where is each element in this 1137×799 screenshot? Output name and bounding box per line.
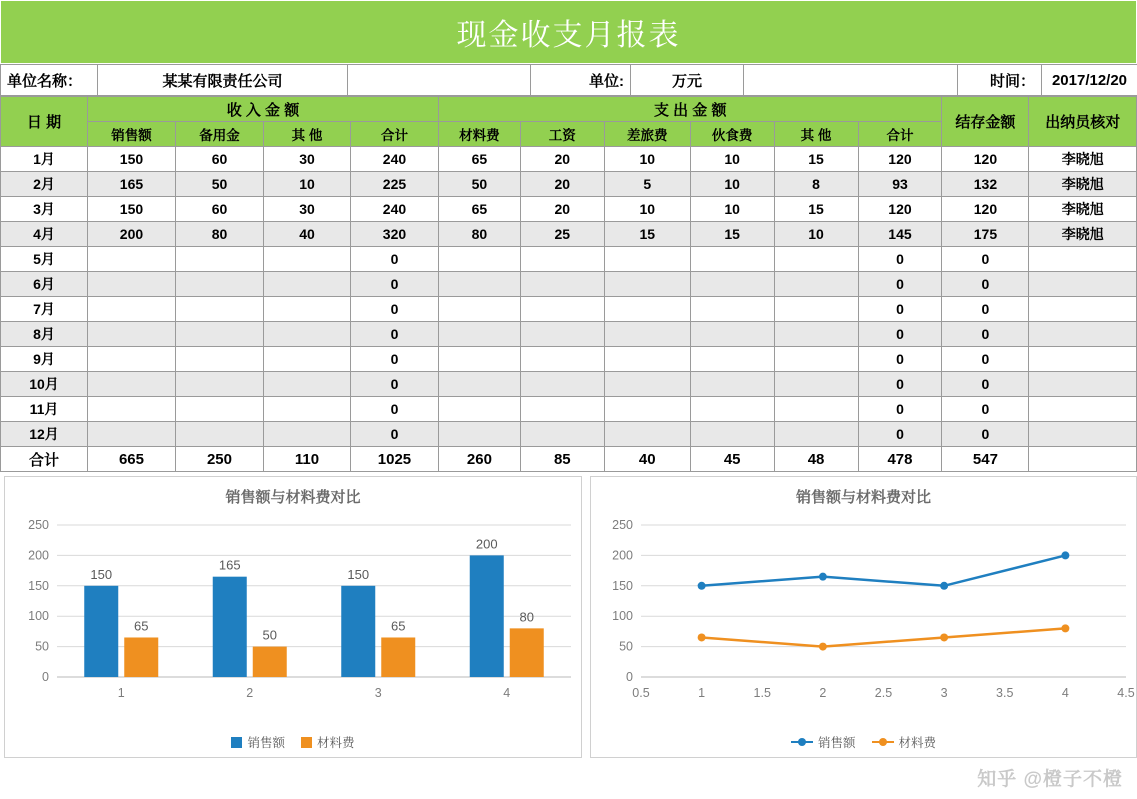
cell-out_total[interactable]: 0 (858, 347, 942, 372)
cell-reserve[interactable] (175, 372, 263, 397)
cell-other_in[interactable] (263, 347, 350, 372)
cell-sales[interactable] (87, 297, 175, 322)
cell-other_in[interactable]: 40 (263, 222, 350, 247)
cell-auditor[interactable] (1029, 247, 1137, 272)
cell-meal[interactable] (690, 397, 774, 422)
cell-material[interactable]: 80 (438, 222, 520, 247)
table-row (1, 297, 1137, 322)
cell-travel[interactable] (604, 322, 690, 347)
date-value[interactable]: 2017/12/20 (1042, 65, 1137, 96)
bar-chart-title: 销售额与材料费对比 (225, 489, 361, 506)
cell-auditor[interactable] (1029, 372, 1137, 397)
header-expense-meal: 伙食费 (690, 122, 774, 147)
total-cell-salary[interactable]: 85 (520, 447, 604, 472)
cell-salary[interactable] (520, 347, 604, 372)
total-cell-material[interactable]: 260 (438, 447, 520, 472)
line-chart-svg (591, 507, 1136, 722)
cell-month[interactable]: 1月 (1, 147, 88, 172)
cell-material[interactable] (438, 397, 520, 422)
cell-other_in[interactable]: 10 (263, 172, 350, 197)
svg-text:50: 50 (262, 627, 277, 643)
svg-text:100: 100 (612, 609, 633, 624)
cell-meal[interactable] (690, 322, 774, 347)
cell-balance[interactable]: 0 (942, 322, 1029, 347)
cell-other_out[interactable] (774, 347, 858, 372)
cell-sales[interactable] (87, 322, 175, 347)
svg-text:150: 150 (28, 578, 49, 593)
total-cell-auditor[interactable] (1029, 447, 1137, 472)
cell-material[interactable] (438, 272, 520, 297)
cell-other_out[interactable] (774, 422, 858, 447)
cell-month[interactable]: 6月 (1, 272, 88, 297)
unit-label: 单位: (531, 65, 631, 96)
cell-out_total[interactable]: 145 (858, 222, 942, 247)
svg-text:50: 50 (35, 639, 49, 654)
svg-text:150: 150 (90, 566, 113, 582)
cell-salary[interactable] (520, 322, 604, 347)
line-chart-title: 销售额与材料费对比 (795, 489, 931, 506)
cell-in_total[interactable]: 320 (350, 222, 438, 247)
svg-text:80: 80 (519, 609, 534, 625)
cell-month[interactable]: 5月 (1, 247, 88, 272)
cell-reserve[interactable]: 60 (175, 147, 263, 172)
svg-text:200: 200 (475, 536, 498, 552)
cell-out_total[interactable]: 120 (858, 197, 942, 222)
cell-reserve[interactable]: 80 (175, 222, 263, 247)
cell-other_out[interactable]: 8 (774, 172, 858, 197)
legend-item-sales-line (791, 733, 856, 751)
svg-text:250: 250 (28, 518, 49, 532)
svg-text:1: 1 (698, 686, 706, 700)
bar-chart-svg (5, 507, 581, 722)
cell-other_out[interactable] (774, 397, 858, 422)
cell-month[interactable]: 3月 (1, 197, 88, 222)
header-date: 日 期 (1, 97, 88, 147)
cell-sales[interactable]: 165 (87, 172, 175, 197)
svg-text:0: 0 (42, 670, 49, 684)
cell-auditor[interactable] (1029, 347, 1137, 372)
cell-in_total[interactable]: 240 (350, 197, 438, 222)
header-expense-salary: 工资 (520, 122, 604, 147)
header-expense-other: 其 他 (774, 122, 858, 147)
cell-out_total[interactable]: 120 (858, 147, 942, 172)
table-row (1, 422, 1137, 447)
svg-text:2: 2 (246, 686, 254, 700)
cell-balance[interactable]: 132 (942, 172, 1029, 197)
cell-other_out[interactable] (774, 372, 858, 397)
total-cell-reserve[interactable]: 250 (175, 447, 263, 472)
cell-in_total[interactable]: 0 (350, 422, 438, 447)
header-income-total: 合计 (350, 122, 438, 147)
cell-sales[interactable] (87, 347, 175, 372)
cell-meal[interactable] (690, 372, 774, 397)
cell-salary[interactable] (520, 297, 604, 322)
header-income-sales: 销售额 (87, 122, 175, 147)
cell-month[interactable]: 2月 (1, 172, 88, 197)
cell-reserve[interactable] (175, 422, 263, 447)
cell-sales[interactable] (87, 372, 175, 397)
cell-month[interactable]: 9月 (1, 347, 88, 372)
cell-in_total[interactable]: 0 (350, 397, 438, 422)
cell-out_total[interactable]: 93 (858, 172, 942, 197)
cell-salary[interactable]: 20 (520, 172, 604, 197)
cell-in_total[interactable]: 240 (350, 147, 438, 172)
cell-meal[interactable] (690, 247, 774, 272)
svg-text:250: 250 (612, 518, 633, 532)
total-cell-other_in[interactable]: 110 (263, 447, 350, 472)
cell-month[interactable]: 11月 (1, 397, 88, 422)
cell-auditor[interactable] (1029, 272, 1137, 297)
cell-auditor[interactable]: 李晓旭 (1029, 197, 1137, 222)
svg-text:3: 3 (940, 686, 948, 700)
table-row (1, 397, 1137, 422)
cell-reserve[interactable]: 50 (175, 172, 263, 197)
cell-balance[interactable]: 0 (942, 272, 1029, 297)
cell-travel[interactable]: 10 (604, 147, 690, 172)
legend-swatch-sales (231, 737, 242, 748)
cell-travel[interactable] (604, 397, 690, 422)
cell-travel[interactable]: 10 (604, 197, 690, 222)
line-chart-legend (591, 733, 1136, 751)
cell-travel[interactable] (604, 297, 690, 322)
cell-balance[interactable]: 120 (942, 197, 1029, 222)
cell-reserve[interactable] (175, 297, 263, 322)
cell-salary[interactable]: 20 (520, 147, 604, 172)
cell-reserve[interactable] (175, 322, 263, 347)
cell-balance[interactable]: 0 (942, 397, 1029, 422)
cell-balance[interactable]: 0 (942, 297, 1029, 322)
cell-month[interactable]: 8月 (1, 322, 88, 347)
legend-label-sales-line: 销售额 (817, 736, 856, 750)
cell-travel[interactable] (604, 422, 690, 447)
cell-reserve[interactable]: 60 (175, 197, 263, 222)
svg-text:65: 65 (391, 618, 406, 634)
svg-text:100: 100 (28, 609, 49, 624)
cell-in_total[interactable]: 0 (350, 372, 438, 397)
cell-auditor[interactable] (1029, 297, 1137, 322)
cell-meal[interactable]: 15 (690, 222, 774, 247)
svg-text:4.5: 4.5 (1117, 686, 1135, 700)
total-cell-balance[interactable]: 547 (942, 447, 1029, 472)
total-cell-travel[interactable]: 40 (604, 447, 690, 472)
svg-text:3: 3 (374, 686, 382, 700)
cell-in_total[interactable]: 225 (350, 172, 438, 197)
cell-other_in[interactable] (263, 247, 350, 272)
cell-meal[interactable] (690, 297, 774, 322)
table-header-group-row (1, 97, 1137, 122)
table-row (1, 372, 1137, 397)
svg-text:2.5: 2.5 (874, 686, 893, 700)
total-cell-in_total[interactable]: 1025 (350, 447, 438, 472)
cell-sales[interactable] (87, 247, 175, 272)
cell-other_in[interactable] (263, 397, 350, 422)
bar-chart-canvas (5, 507, 581, 727)
header-income-group: 收 入 金 额 (87, 97, 438, 122)
svg-text:150: 150 (612, 578, 633, 593)
cell-travel[interactable] (604, 272, 690, 297)
cell-reserve[interactable] (175, 247, 263, 272)
cell-other_in[interactable] (263, 372, 350, 397)
legend-swatch-sales-line (791, 741, 813, 743)
cell-other_out[interactable] (774, 297, 858, 322)
cell-balance[interactable]: 0 (942, 422, 1029, 447)
table-body (1, 147, 1137, 472)
cell-month[interactable]: 4月 (1, 222, 88, 247)
cell-material[interactable] (438, 247, 520, 272)
cell-material[interactable] (438, 322, 520, 347)
cell-travel[interactable] (604, 347, 690, 372)
cell-meal[interactable]: 10 (690, 197, 774, 222)
info-blank-1 (348, 65, 531, 96)
cell-balance[interactable]: 0 (942, 372, 1029, 397)
cell-auditor[interactable]: 李晓旭 (1029, 222, 1137, 247)
cell-month[interactable]: 10月 (1, 372, 88, 397)
svg-text:4: 4 (1061, 686, 1069, 700)
svg-text:4: 4 (503, 686, 511, 700)
total-cell-out_total[interactable]: 478 (858, 447, 942, 472)
cell-material[interactable] (438, 372, 520, 397)
report-title-bar (0, 0, 1137, 64)
header-expense-material: 材料费 (438, 122, 520, 147)
line-chart-canvas (591, 507, 1136, 727)
legend-swatch-material-line (872, 741, 894, 743)
cell-meal[interactable] (690, 347, 774, 372)
cell-material[interactable]: 65 (438, 197, 520, 222)
cell-sales[interactable]: 200 (87, 222, 175, 247)
cell-reserve[interactable] (175, 347, 263, 372)
legend-item-sales (231, 733, 285, 751)
cell-travel[interactable] (604, 247, 690, 272)
header-expense-group: 支 出 金 额 (438, 97, 941, 122)
cell-out_total[interactable]: 0 (858, 397, 942, 422)
bar-chart-legend (5, 733, 581, 751)
table-total-row (1, 447, 1137, 472)
bar-chart-panel[interactable] (4, 476, 582, 758)
info-row-table (0, 64, 1137, 96)
header-income-other: 其 他 (263, 122, 350, 147)
cell-out_total[interactable]: 0 (858, 372, 942, 397)
total-cell-meal[interactable]: 45 (690, 447, 774, 472)
cell-salary[interactable]: 25 (520, 222, 604, 247)
cell-in_total[interactable]: 0 (350, 247, 438, 272)
cell-sales[interactable] (87, 397, 175, 422)
header-income-reserve: 备用金 (175, 122, 263, 147)
cell-other_in[interactable]: 30 (263, 147, 350, 172)
cell-salary[interactable] (520, 272, 604, 297)
cell-material[interactable]: 50 (438, 172, 520, 197)
table-row (1, 65, 1137, 96)
cell-auditor[interactable] (1029, 422, 1137, 447)
table-row (1, 247, 1137, 272)
svg-text:200: 200 (28, 548, 49, 563)
cell-auditor[interactable]: 李晓旭 (1029, 147, 1137, 172)
cell-in_total[interactable]: 0 (350, 347, 438, 372)
line-chart-panel[interactable] (590, 476, 1137, 758)
cell-other_out[interactable] (774, 322, 858, 347)
cell-balance[interactable]: 0 (942, 347, 1029, 372)
header-balance: 结存金额 (942, 97, 1029, 147)
table-row (1, 347, 1137, 372)
svg-text:65: 65 (134, 618, 149, 634)
cell-out_total[interactable]: 0 (858, 422, 942, 447)
cell-other_out[interactable] (774, 272, 858, 297)
cell-salary[interactable] (520, 422, 604, 447)
cell-salary[interactable] (520, 247, 604, 272)
total-cell-other_out[interactable]: 48 (774, 447, 858, 472)
svg-text:0: 0 (626, 670, 633, 684)
cell-meal[interactable] (690, 272, 774, 297)
cell-other_out[interactable] (774, 247, 858, 272)
cell-other_in[interactable] (263, 322, 350, 347)
cell-in_total[interactable]: 0 (350, 322, 438, 347)
cash-flow-table (0, 96, 1137, 472)
svg-text:3.5: 3.5 (996, 686, 1014, 700)
cell-material[interactable] (438, 297, 520, 322)
cell-in_total[interactable]: 0 (350, 297, 438, 322)
cell-out_total[interactable]: 0 (858, 272, 942, 297)
charts-area (0, 472, 1137, 758)
cell-reserve[interactable] (175, 397, 263, 422)
cell-balance[interactable]: 0 (942, 247, 1029, 272)
cell-sales[interactable] (87, 422, 175, 447)
cell-meal[interactable] (690, 422, 774, 447)
cell-other_out[interactable]: 15 (774, 197, 858, 222)
cell-sales[interactable]: 150 (87, 147, 175, 172)
cell-auditor[interactable] (1029, 397, 1137, 422)
date-label: 时间： (958, 65, 1042, 96)
cell-travel[interactable]: 15 (604, 222, 690, 247)
cell-sales[interactable] (87, 272, 175, 297)
table-row (1, 322, 1137, 347)
table-row (1, 172, 1137, 197)
cell-other_in[interactable] (263, 272, 350, 297)
unit-value[interactable]: 万元 (631, 65, 744, 96)
cell-meal[interactable]: 10 (690, 172, 774, 197)
legend-item-material (301, 733, 355, 751)
cell-sales[interactable]: 150 (87, 197, 175, 222)
cell-auditor[interactable] (1029, 322, 1137, 347)
svg-text:1.5: 1.5 (753, 686, 771, 700)
header-expense-total: 合计 (858, 122, 942, 147)
cell-other_in[interactable] (263, 297, 350, 322)
cell-salary[interactable]: 20 (520, 197, 604, 222)
unit-name-label: 单位名称： (1, 65, 98, 96)
svg-text:165: 165 (218, 557, 241, 573)
info-blank-2 (744, 65, 958, 96)
cell-month[interactable]: 7月 (1, 297, 88, 322)
svg-text:200: 200 (612, 548, 633, 563)
cell-material[interactable]: 65 (438, 147, 520, 172)
svg-text:50: 50 (619, 639, 633, 654)
table-row (1, 222, 1137, 247)
cell-travel[interactable]: 5 (604, 172, 690, 197)
cell-other_in[interactable]: 30 (263, 197, 350, 222)
total-cell-month[interactable]: 合计 (1, 447, 88, 472)
cell-other_in[interactable] (263, 422, 350, 447)
table-row (1, 147, 1137, 172)
legend-item-material-line (872, 733, 937, 751)
cell-meal[interactable]: 10 (690, 147, 774, 172)
cell-out_total[interactable]: 0 (858, 247, 942, 272)
legend-label-material: 材料费 (317, 736, 355, 750)
cell-in_total[interactable]: 0 (350, 272, 438, 297)
cell-balance[interactable]: 120 (942, 147, 1029, 172)
cell-auditor[interactable]: 李晓旭 (1029, 172, 1137, 197)
cell-salary[interactable] (520, 372, 604, 397)
cell-other_out[interactable]: 10 (774, 222, 858, 247)
cell-other_out[interactable]: 15 (774, 147, 858, 172)
cell-travel[interactable] (604, 372, 690, 397)
watermark: 知乎 @橙子不橙 (977, 769, 1123, 790)
cell-material[interactable] (438, 347, 520, 372)
svg-text:1: 1 (117, 686, 125, 700)
cell-balance[interactable]: 175 (942, 222, 1029, 247)
legend-label-material-line: 材料费 (898, 736, 937, 750)
cell-material[interactable] (438, 422, 520, 447)
header-expense-travel: 差旅费 (604, 122, 690, 147)
cell-out_total[interactable]: 0 (858, 297, 942, 322)
legend-label-sales: 销售额 (247, 736, 285, 750)
header-auditor: 出纳员核对 (1029, 97, 1137, 147)
cell-salary[interactable] (520, 397, 604, 422)
legend-swatch-material (301, 737, 312, 748)
cell-reserve[interactable] (175, 272, 263, 297)
table-row (1, 197, 1137, 222)
svg-text:150: 150 (347, 566, 370, 582)
cell-out_total[interactable]: 0 (858, 322, 942, 347)
page-title: 现金收支月报表 (456, 19, 681, 52)
svg-text:0.5: 0.5 (632, 686, 650, 700)
table-row (1, 272, 1137, 297)
svg-text:2: 2 (819, 686, 827, 700)
total-cell-sales[interactable]: 665 (87, 447, 175, 472)
unit-name-value[interactable]: 某某有限责任公司 (98, 65, 348, 96)
cell-month[interactable]: 12月 (1, 422, 88, 447)
